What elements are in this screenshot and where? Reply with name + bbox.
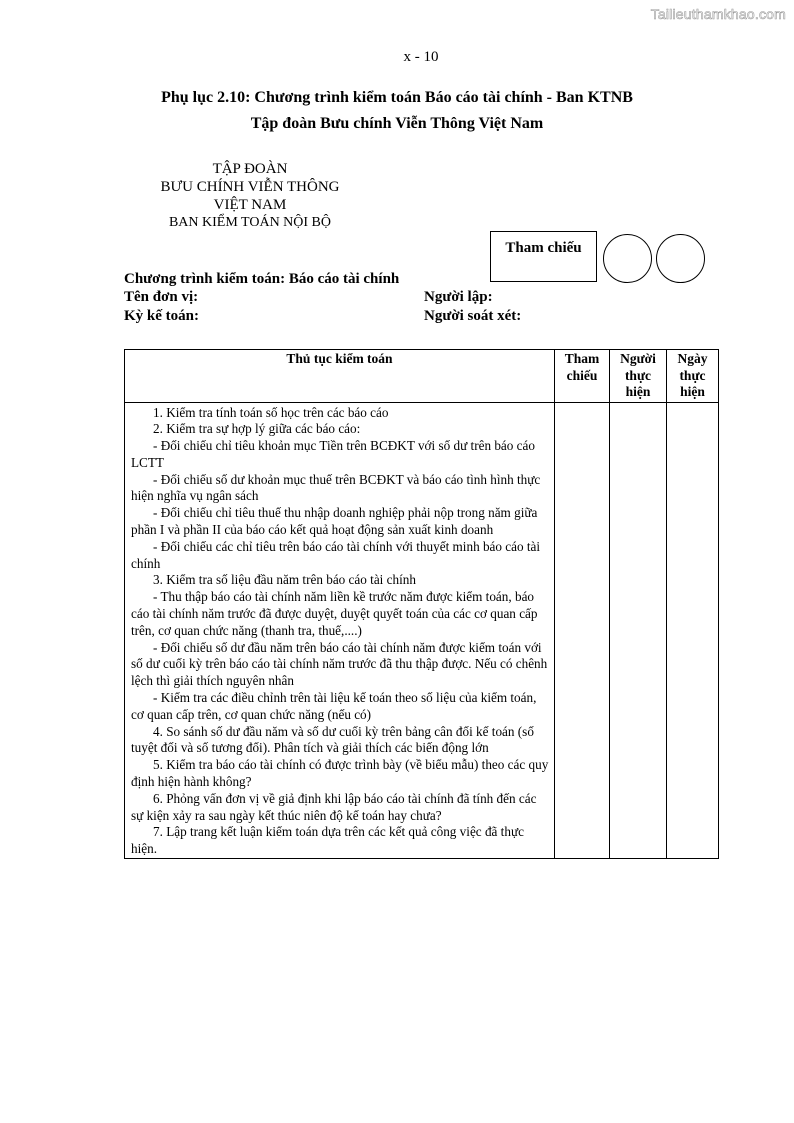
accounting-period-label: Kỳ kế toán: — [124, 308, 199, 324]
procedure-step: 5. Kiểm tra báo cáo tài chính có được trình bày (về biểu mẫu) theo các quy định hiện hành không? — [131, 757, 549, 790]
organization-line-3: VIỆT NAM — [213, 197, 287, 213]
organization-line-1: TẬP ĐOÀN — [212, 161, 288, 177]
procedure-step: 2. Kiểm tra sự hợp lý giữa các báo cáo: — [153, 421, 361, 437]
organization-line-2: BƯU CHÍNH VIỄN THÔNG — [160, 179, 340, 195]
preparer-label: Người lập: — [424, 289, 493, 305]
audit-procedures-table — [124, 349, 719, 859]
header-reference — [555, 350, 610, 403]
date-cell — [667, 402, 719, 859]
header-date-line: hiện — [680, 384, 705, 399]
table-header-row — [125, 350, 719, 403]
reference-box-label: Tham chiếu — [505, 240, 582, 256]
organization-line-4: BAN KIỂM TOÁN NỘI BỘ — [168, 215, 332, 230]
reviewer-label: Người soát xét: — [424, 308, 522, 324]
header-reference-line: Tham — [564, 351, 600, 366]
header-date-line: Ngày — [677, 351, 708, 366]
header-procedures: Thủ tục kiểm toán — [125, 350, 555, 403]
document-title-line-1: Phụ lục 2.10: Chương trình kiểm toán Báo cáo tài chính - Ban KTNB — [161, 89, 633, 106]
page-number: x - 10 — [403, 49, 439, 65]
header-date — [667, 350, 719, 403]
header-reference-line: chiếu — [566, 367, 598, 383]
procedure-step: 3. Kiểm tra số liệu đầu năm trên báo cáo tài chính — [153, 572, 416, 588]
reference-circle-2 — [656, 234, 705, 283]
procedure-step: 4. So sánh số dư đầu năm và số dư cuối kỳ trên bảng cân đối kế toán (số tuyệt đối và số tương đối). Phân tích và giải thích các biến động lớn — [131, 723, 534, 756]
procedure-step: 1. Kiểm tra tính toán số học trên các báo cáo — [153, 404, 389, 420]
document-title-line-2: Tập đoàn Bưu chính Viễn Thông Việt Nam — [250, 115, 544, 132]
header-performer-line: Người — [620, 351, 656, 366]
reference-cell — [555, 402, 610, 859]
procedure-step: - Đối chiếu số dư đầu năm trên báo cáo tài chính năm được kiểm toán với số dư cuối kỳ trên báo cáo tài chính năm trước đã thu thập được. Nếu có chênh lệch thì giải thích nguyên nhân — [131, 639, 548, 689]
performer-cell — [610, 402, 667, 859]
unit-name-label: Tên đơn vị: — [124, 289, 199, 305]
header-date-line: thực — [679, 367, 706, 383]
table-row — [125, 402, 719, 859]
watermark-text: Tailieuthamkhao.com — [650, 6, 786, 22]
procedure-step: - Thu thập báo cáo tài chính năm liền kề trước năm được kiểm toán, báo cáo tài chính năm trước đã được duyệt, duyệt quyết toán của các cơ quan cấp trên, cơ quan chức năng (thanh tra, thuế,....) — [131, 589, 538, 638]
procedure-step: 6. Phỏng vấn đơn vị về giả định khi lập báo cáo tài chính đã tính đến các sự kiện xảy ra sau ngày kết thúc niên độ kế toán hay chưa? — [131, 790, 537, 823]
procedure-steps-cell — [125, 402, 555, 859]
header-performer — [610, 350, 667, 403]
procedure-step: - Đối chiếu số dư khoản mục thuế trên BCĐKT và báo cáo tình hình thực hiện nghĩa vụ ngân sách — [131, 471, 541, 504]
reference-box — [490, 231, 597, 282]
header-performer-line: hiện — [625, 384, 651, 399]
header-performer-line: thực — [624, 367, 652, 383]
procedure-step: - Đối chiếu chỉ tiêu thuế thu nhập doanh nghiệp phải nộp trong năm giữa phần I và phần II của báo cáo kết quả hoạt động sản xuất kinh doanh — [131, 505, 538, 538]
procedure-step: - Đối chiếu chỉ tiêu khoản mục Tiền trên BCĐKT với số dư trên báo cáo LCTT — [131, 438, 535, 470]
procedure-step: - Đối chiếu các chỉ tiêu trên báo cáo tài chính với thuyết minh báo cáo tài chính — [131, 538, 541, 571]
procedure-step: - Kiểm tra các điều chỉnh trên tài liệu kế toán theo số liệu của kiểm toán, cơ quan cấp trên, cơ quan chức năng (nếu có) — [131, 690, 537, 722]
procedure-step: 7. Lập trang kết luận kiểm toán dựa trên các kết quả công việc đã thực hiện. — [131, 824, 524, 857]
audit-program-label: Chương trình kiểm toán: Báo cáo tài chính — [124, 271, 400, 287]
reference-circle-1 — [603, 234, 652, 283]
